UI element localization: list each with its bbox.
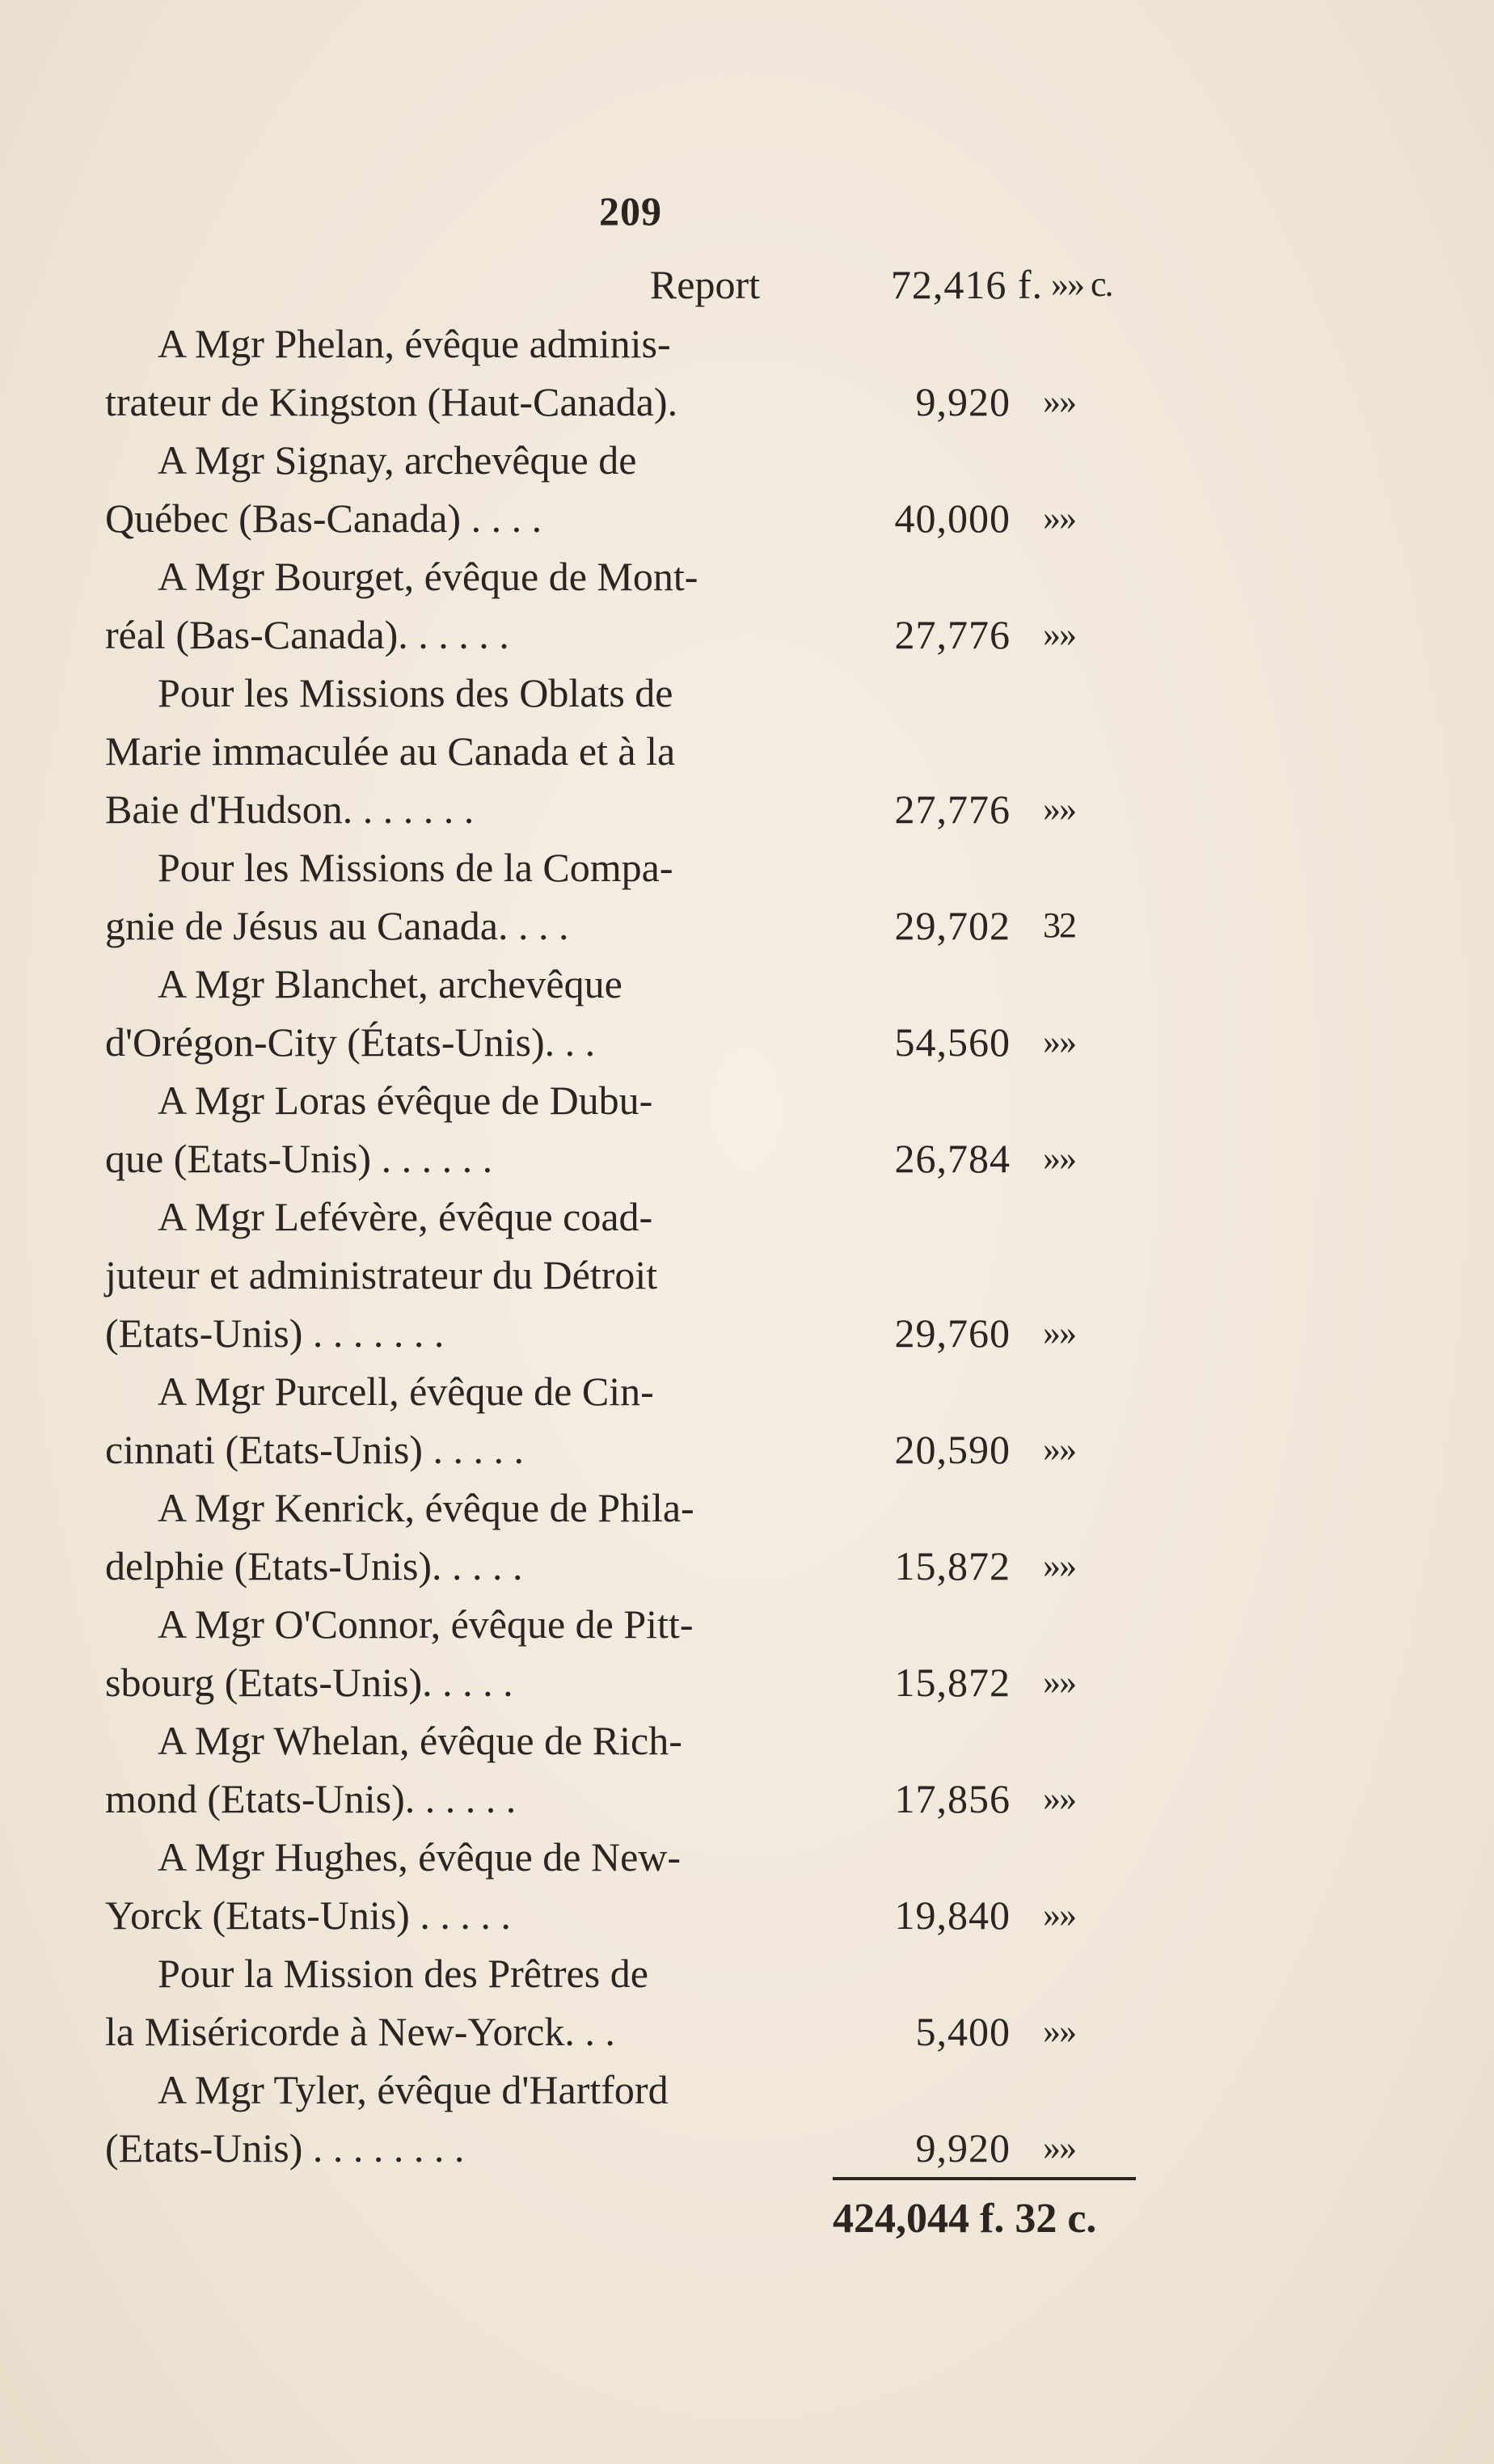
entry-amount: 40,000 — [894, 496, 1011, 541]
entry-line: A Mgr Bourget, évêque de Mont- — [158, 554, 698, 599]
entry-amount: 9,920 — [915, 379, 1011, 424]
entry-line: A Mgr Signay, archevêque de — [158, 437, 637, 483]
entry-line: A Mgr Purcell, évêque de Cin- — [158, 1369, 654, 1414]
entry-line: Québec (Bas-Canada) . . . . — [105, 496, 542, 541]
entry-line: gnie de Jésus au Canada. . . . — [105, 903, 569, 948]
entry-line: mond (Etats-Unis). . . . . . — [105, 1776, 517, 1821]
entry-line: Yorck (Etats-Unis) . . . . . — [105, 1892, 511, 1938]
entry-amount: 29,760 — [894, 1310, 1011, 1356]
entry-line: Baie d'Hudson. . . . . . . — [105, 787, 475, 832]
entry-line: (Etats-Unis) . . . . . . . — [105, 1310, 445, 1356]
entry-cents: »» — [1043, 1778, 1075, 1818]
entry-cents: »» — [1043, 1662, 1075, 1702]
entry-line: Pour les Missions de la Compa- — [158, 845, 673, 890]
entry-cents: »» — [1043, 2011, 1075, 2051]
entry-line: trateur de Kingston (Haut-Canada). — [105, 379, 678, 424]
entry-line: A Mgr Whelan, évêque de Rich- — [158, 1718, 682, 1763]
entry-cents: »» — [1043, 1138, 1075, 1178]
entry-amount: 27,776 — [894, 612, 1011, 657]
report-label: Report — [649, 262, 760, 307]
entry-amount: 5,400 — [915, 2009, 1011, 2054]
entry-line: juteur et administrateur du Détroit — [105, 1252, 658, 1297]
entry-line: A Mgr Blanchet, archevêque — [158, 961, 622, 1006]
entry-cents: »» — [1043, 498, 1075, 538]
entry-line: réal (Bas-Canada). . . . . . — [105, 612, 509, 657]
entry-line: A Mgr Phelan, évêque adminis- — [158, 321, 671, 366]
entry-line: delphie (Etats-Unis). . . . . — [105, 1543, 523, 1589]
entry-amount: 15,872 — [894, 1660, 1011, 1705]
entry-amount: 27,776 — [894, 787, 1011, 832]
entry-line: sbourg (Etats-Unis). . . . . — [105, 1660, 513, 1705]
entry-line: A Mgr Kenrick, évêque de Phila- — [158, 1485, 694, 1530]
entry-cents: 32 — [1043, 905, 1075, 945]
entry-cents: »» — [1043, 1313, 1075, 1352]
entry-cents: »» — [1043, 1895, 1075, 1934]
total-cents: 32 c. — [1015, 2196, 1097, 2242]
entry-line: A Mgr Lefévère, évêque coad- — [158, 1194, 653, 1239]
entry-line: (Etats-Unis) . . . . . . . . — [105, 2125, 465, 2171]
total-line — [833, 2191, 1156, 2247]
entry-cents: »» — [1043, 789, 1075, 829]
entry-line: que (Etats-Unis) . . . . . . — [105, 1136, 493, 1181]
entry-line: Pour la Mission des Prêtres de — [158, 1951, 648, 1996]
entry-amount: 17,856 — [894, 1776, 1011, 1821]
total-rule — [833, 2177, 1136, 2180]
report-amount: 72,416 f. — [890, 262, 1043, 307]
entry-cents: »» — [1043, 614, 1075, 654]
entry-line: A Mgr O'Connor, évêque de Pitt- — [158, 1601, 694, 1647]
entry-line: d'Orégon-City (États-Unis). . . — [105, 1019, 596, 1065]
entry-cents: »» — [1043, 1546, 1075, 1585]
entry-amount: 15,872 — [894, 1543, 1011, 1589]
entry-line: A Mgr Hughes, évêque de New- — [158, 1834, 682, 1880]
entry-cents: »» — [1043, 382, 1075, 421]
entry-amount: 19,840 — [894, 1892, 1011, 1938]
entry-line: Pour les Missions des Oblats de — [158, 670, 673, 715]
entry-amount: 26,784 — [894, 1136, 1011, 1181]
entry-cents: »» — [1043, 2128, 1075, 2167]
report-cents: »» c. — [1051, 264, 1112, 304]
entry-line: cinnati (Etats-Unis) . . . . . — [105, 1427, 524, 1472]
entry-amount: 20,590 — [894, 1427, 1011, 1472]
entry-cents: »» — [1043, 1022, 1075, 1061]
entry-line: Marie immaculée au Canada et à la — [105, 728, 676, 774]
page-number: 209 — [599, 188, 662, 234]
entry-amount: 29,702 — [894, 903, 1011, 948]
entry-line: A Mgr Loras évêque de Dubu- — [158, 1078, 653, 1123]
total-amount: 424,044 f. — [833, 2196, 1005, 2242]
entry-amount: 9,920 — [915, 2125, 1011, 2171]
entry-amount: 54,560 — [894, 1019, 1011, 1065]
entry-line: A Mgr Tyler, évêque d'Hartford — [158, 2067, 669, 2112]
entry-line: la Miséricorde à New-Yorck. . . — [105, 2009, 615, 2054]
entry-cents: »» — [1043, 1429, 1075, 1469]
